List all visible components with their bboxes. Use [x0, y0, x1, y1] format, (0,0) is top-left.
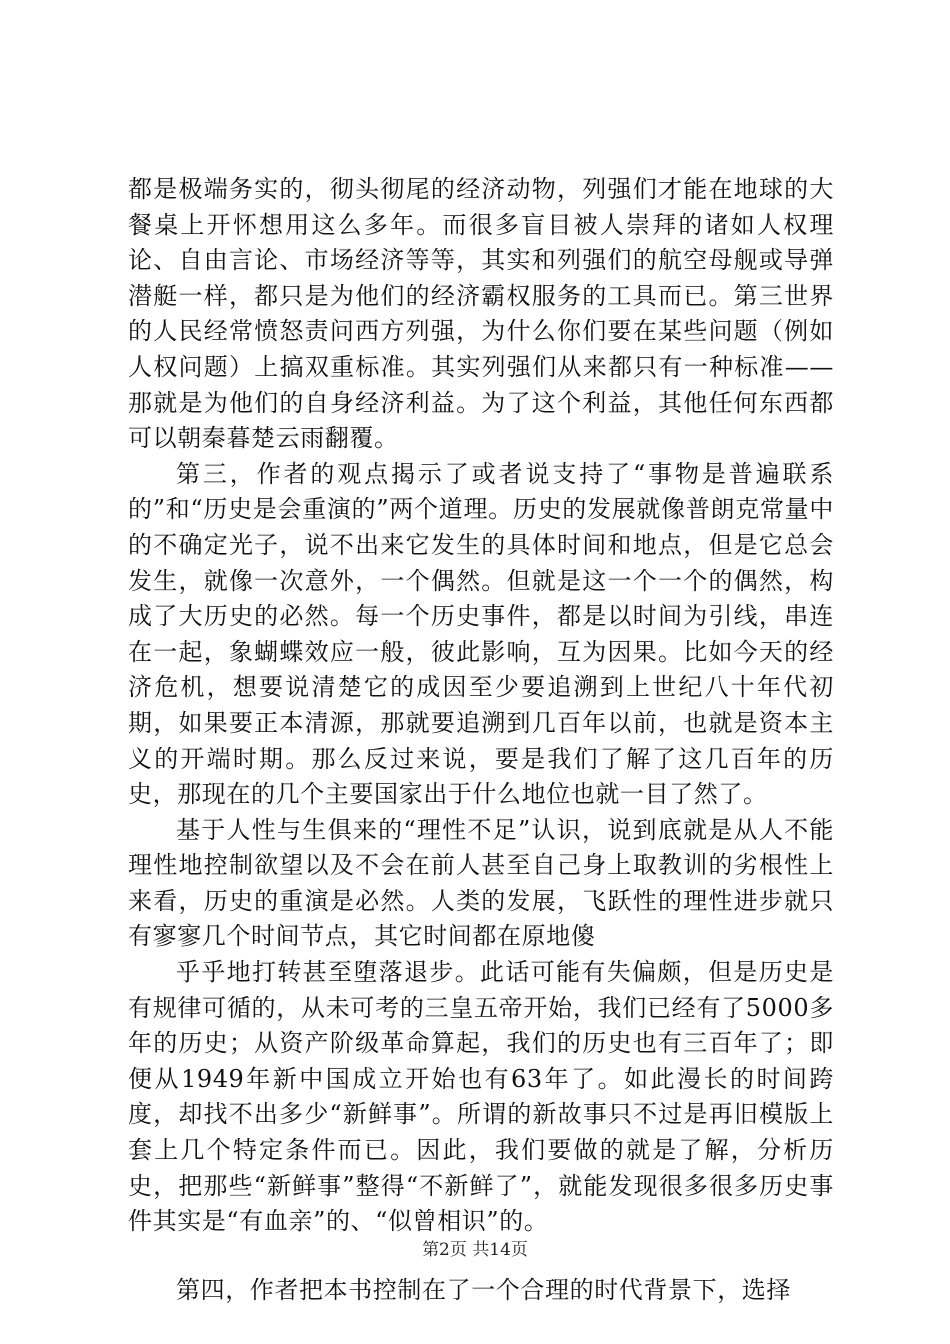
paragraph-human-nature: 基于人性与生俱来的“理性不足”认识，说到底就是从人不能理性地控制欲望以及不会在前人甚至自己身上取教训的劣根性上来看，历史的重演是必然。人类的发展，飞跃性的理性进步就只有寥寥几个时间节点，其它时间都在原地傻	[128, 815, 834, 951]
document-body	[128, 172, 834, 1308]
page-number-footer: 第2页 共14页	[422, 1240, 528, 1260]
paragraph-history-patterns: 乎乎地打转甚至堕落退步。此话可能有失偏颇，但是历史是有规律可循的，从未可考的三皇五帝开始，我们已经有了5000多年的历史；从资产阶级革命算起，我们的历史也有三百年了；即便从1949年新中国成立开始也有63年了。如此漫长的时间跨度，却找不出多少“新鲜事”。所谓的新故事只不过是再旧模版上套上几个特定条件而已。因此，我们要做的就是了解，分析历史，把那些“新鲜事”整得“不新鲜了”，就能发现很多很多历史事件其实是“有血亲”的、“似曾相识”的。	[128, 958, 834, 1236]
paragraph-third-point: 第三，作者的观点揭示了或者说支持了“事物是普遍联系的”和“历史是会重演的”两个道理。历史的发展就像普朗克常量中的不确定光子，说不出来它发生的具体时间和地点，但是它总会发生，就像一次意外，一个偶然。但就是这一个一个的偶然，构成了大历史的必然。每一个历史事件，都是以时间为引线，串连在一起，象蝴蝶效应一般，彼此影响，互为因果。比如今天的经济危机，想要说清楚它的成因至少要追溯到上世纪八十年代初期，如果要正本清源，那就要追溯到几百年以前，也就是资本主义的开端时期。那么反过来说，要是我们了解了这几百年的历史，那现在的几个主要国家出于什么地位也就一目了然了。	[128, 459, 834, 809]
paragraph-continued: 都是极端务实的，彻头彻尾的经济动物，列强们才能在地球的大餐桌上开怀想用这么多年。而很多盲目被人崇拜的诸如人权理论、自由言论、市场经济等等，其实和列强们的航空母舰或导弹潜艇一样，都只是为他们的经济霸权服务的工具而已。第三世界的人民经常愤怒责问西方列强，为什么你们要在某些问题（例如人权问题）上搞双重标准。其实列强们从来都只有一种标准——那就是为他们的自身经济利益。为了这个利益，其他任何东西都可以朝秦暮楚云雨翻覆。	[128, 175, 834, 453]
paragraph-fourth-point: 第四，作者把本书控制在了一个合理的时代背景下，选择	[176, 1275, 791, 1304]
